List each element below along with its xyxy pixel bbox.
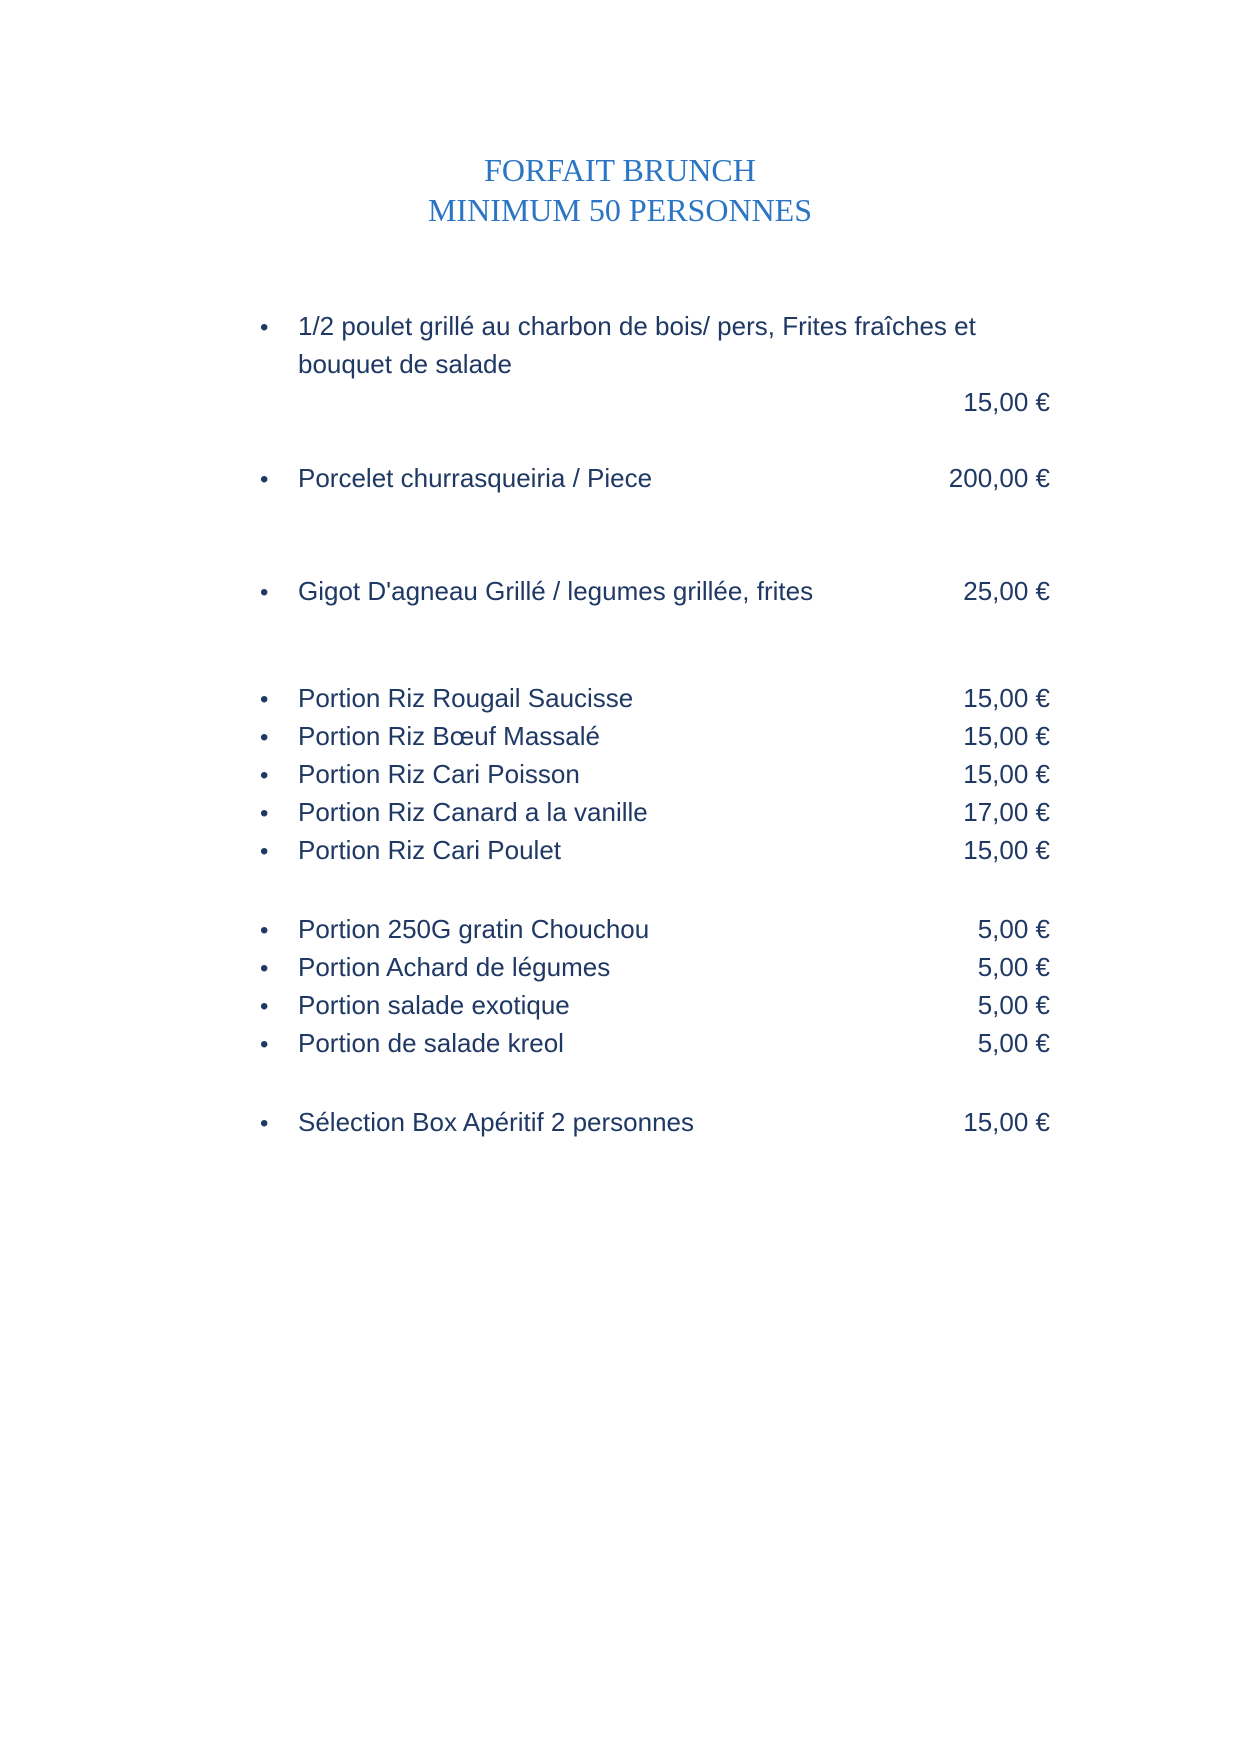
menu-item-row (260, 756, 1050, 794)
bullet-icon: • (260, 466, 269, 493)
page-title-line1: FORFAIT BRUNCH (484, 152, 756, 188)
bullet-icon: • (260, 838, 269, 865)
menu-item-row (260, 832, 1050, 870)
bullet-icon: • (260, 917, 269, 944)
menu-item-price: 15,00 € (963, 1107, 1050, 1137)
page-title-line2: MINIMUM 50 PERSONNES (427, 192, 813, 228)
bullet-icon: • (260, 762, 269, 789)
bullet-icon: • (260, 955, 269, 982)
menu-item-label: Portion salade exotique (298, 990, 570, 1020)
page-title (0, 0, 1240, 230)
menu-item-row (260, 949, 1050, 987)
menu-item-price: 15,00 € (963, 683, 1050, 713)
menu-item-row (260, 911, 1050, 949)
menu-item-price: 5,00 € (977, 952, 1050, 982)
bullet-icon: • (260, 314, 269, 341)
bullet-icon: • (260, 686, 269, 713)
menu-item-row (260, 346, 1050, 384)
menu-item-label: Portion Riz Cari Poisson (298, 759, 580, 789)
bullet-icon: • (260, 579, 269, 606)
menu-item-label: Sélection Box Apéritif 2 personnes (298, 1107, 695, 1137)
menu-item-row (260, 573, 1050, 611)
menu-item-label: Portion Achard de légumes (298, 952, 611, 982)
menu-item-price: 15,00 € (963, 721, 1050, 751)
bullet-icon: • (260, 1110, 269, 1137)
menu-item-price: 15,00 € (963, 759, 1050, 789)
menu-item-price: 17,00 € (963, 797, 1050, 827)
menu-item-row (260, 460, 1050, 498)
menu-item-label: Portion Riz Bœuf Massalé (298, 721, 600, 751)
menu-list (260, 308, 1050, 1142)
menu-item-row (260, 794, 1050, 832)
menu-item-row (260, 680, 1050, 718)
menu-item-row (260, 987, 1050, 1025)
menu-item-row (260, 718, 1050, 756)
menu-item-price: 25,00 € (963, 576, 1050, 606)
menu-item-row (260, 1025, 1050, 1063)
menu-item-price: 200,00 € (948, 463, 1050, 493)
menu-item-price: 5,00 € (977, 914, 1050, 944)
menu-item-label: bouquet de salade (298, 349, 512, 379)
menu-item-price: 5,00 € (977, 1028, 1050, 1058)
menu-item-price: 5,00 € (977, 990, 1050, 1020)
bullet-icon: • (260, 1031, 269, 1058)
menu-item-label: Portion Riz Canard a la vanille (298, 797, 648, 827)
bullet-icon: • (260, 724, 269, 751)
menu-item-row (260, 308, 1050, 346)
menu-item-label: Gigot D'agneau Grillé / legumes grillée, frites (298, 576, 814, 606)
bullet-icon: • (260, 993, 269, 1020)
menu-item-label: Porcelet churrasqueiria / Piece (298, 463, 653, 493)
menu-item-row (260, 1104, 1050, 1142)
menu-item-label: Portion Riz Rougail Saucisse (298, 683, 634, 713)
bullet-icon: • (260, 800, 269, 827)
menu-item-price: 15,00 € (963, 835, 1050, 865)
menu-item-label: 1/2 poulet grillé au charbon de bois/ pers, Frites fraîches et (298, 311, 976, 341)
menu-item-price: 15,00 € (963, 387, 1050, 417)
menu-item-row (260, 384, 1050, 422)
menu-item-label: Portion de salade kreol (298, 1028, 564, 1058)
menu-item-label: Portion Riz Cari Poulet (298, 835, 561, 865)
menu-item-label: Portion 250G gratin Chouchou (298, 914, 650, 944)
